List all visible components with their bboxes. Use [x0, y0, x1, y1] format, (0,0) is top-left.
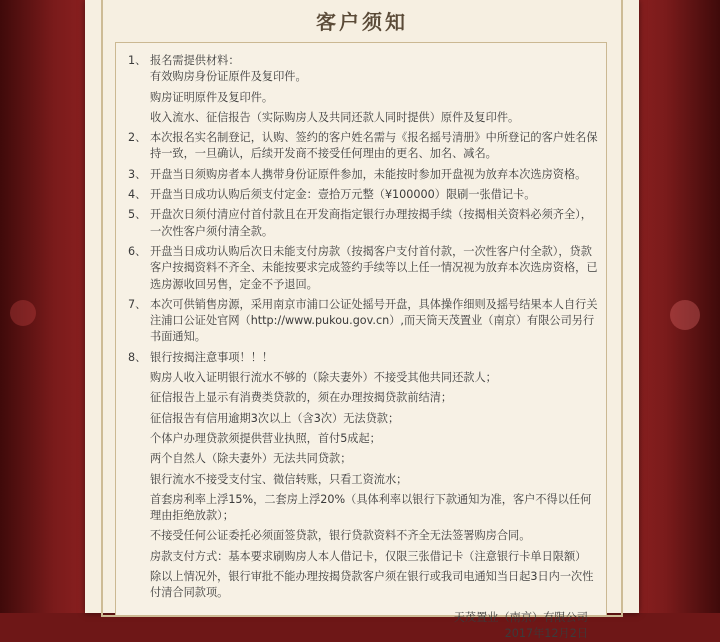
- list-item: 4、 开盘当日成功认购后须支付定金：壹拾万元整（¥100000）限刷一张借记卡。: [128, 188, 536, 202]
- list-item: 1、 报名需提供材料：: [128, 54, 240, 67]
- bokeh-light: [10, 300, 36, 326]
- list-subitem: 购房人收入证明银行流水不够的（除夫妻外）不接受其他共同还款人；: [150, 371, 497, 385]
- list-subitem: 两个自然人（除夫妻外）无法共同贷款；: [150, 452, 352, 466]
- list-item: 2、 本次报名实名制登记，认购、签约的客户姓名需与《报名摇号清册》中所登记的客户姓名保持一致，一旦确认，后续开发商不接受任何理由的更名、加名、减名。: [128, 131, 598, 161]
- list-subitem: 银行流水不接受支付宝、微信转账，只看工资流水；: [150, 472, 408, 486]
- list-subitem: 征信报告有信用逾期3次以上（含3次）无法贷款；: [150, 411, 400, 425]
- list-subitem: 有效购房身份证原件及复印件。: [150, 70, 307, 84]
- list-subitem: 除以上情况外，银行审批不能办理按揭贷款客户须在银行或我司电通知当日起3日内一次性付清合同款项。: [150, 570, 594, 600]
- notice-content: [128, 53, 598, 642]
- notice-sheet: [85, 0, 639, 640]
- list-subitem: 收入流水、征信报告（实际购房人及共同还款人同时提供）原件及复印件。: [150, 110, 520, 124]
- list-item: 3、 开盘当日须购房者本人携带身份证原件参加，未能按时参加开盘视为放弃本次选房资格。: [128, 167, 587, 181]
- bokeh-light: [670, 300, 700, 330]
- signature-date: 2017年12月2日: [504, 626, 588, 640]
- background-right: [630, 0, 720, 613]
- notice-card: [115, 42, 607, 640]
- list-item: 6、 开盘当日成功认购后次日未能支付房款（按揭客户支付首付款，一次性客户付全款），贷款客户按揭资料不齐全、未能按要求完成签约手续等以上任一情况视为放弃本次选房资格，已选房源收回另售，定金不予退回。: [128, 244, 598, 291]
- list-subitem: 不接受任何公证委托必须面签贷款，银行贷款资料不齐全无法签署购房合同。: [150, 529, 531, 543]
- list-subitem: 房款支付方式：基本要求刷购房人本人借记卡，仅限三张借记卡（注意银行卡单日限额）: [150, 549, 587, 563]
- signature-company: 天茂置业（南京）有限公司: [453, 610, 588, 624]
- list-subitem: 征信报告上显示有消费类贷款的，须在办理按揭贷款前结清；: [150, 391, 453, 405]
- background-left: [0, 0, 90, 613]
- list-item: 7、 本次可供销售房源，采用南京市浦口公证处摇号开盘，具体操作细则及摇号结果本人自行关注浦口公证处官网（http://www.pukou.gov.cn）,而天筒天茂置业（南京）有限公司另行书面通知。: [128, 297, 598, 344]
- list-subitem: 首套房利率上浮15%，二套房上浮20%（具体利率以银行下款通知为准，客户不得以任何理由拒绝放款）；: [150, 492, 592, 523]
- list-subitem: 购房证明原件及复印件。: [150, 90, 274, 104]
- page-title: 客户须知: [316, 10, 408, 34]
- list-subitem: 个体户办理贷款须提供营业执照，首付5成起；: [150, 431, 381, 445]
- list-item: 8、 银行按揭注意事项！！！: [128, 350, 274, 364]
- list-item: 5、 开盘次日须付清应付首付款且在开发商指定银行办理按揭手续（按揭相关资料必须齐全），一次性客户须付清全款。: [128, 208, 592, 238]
